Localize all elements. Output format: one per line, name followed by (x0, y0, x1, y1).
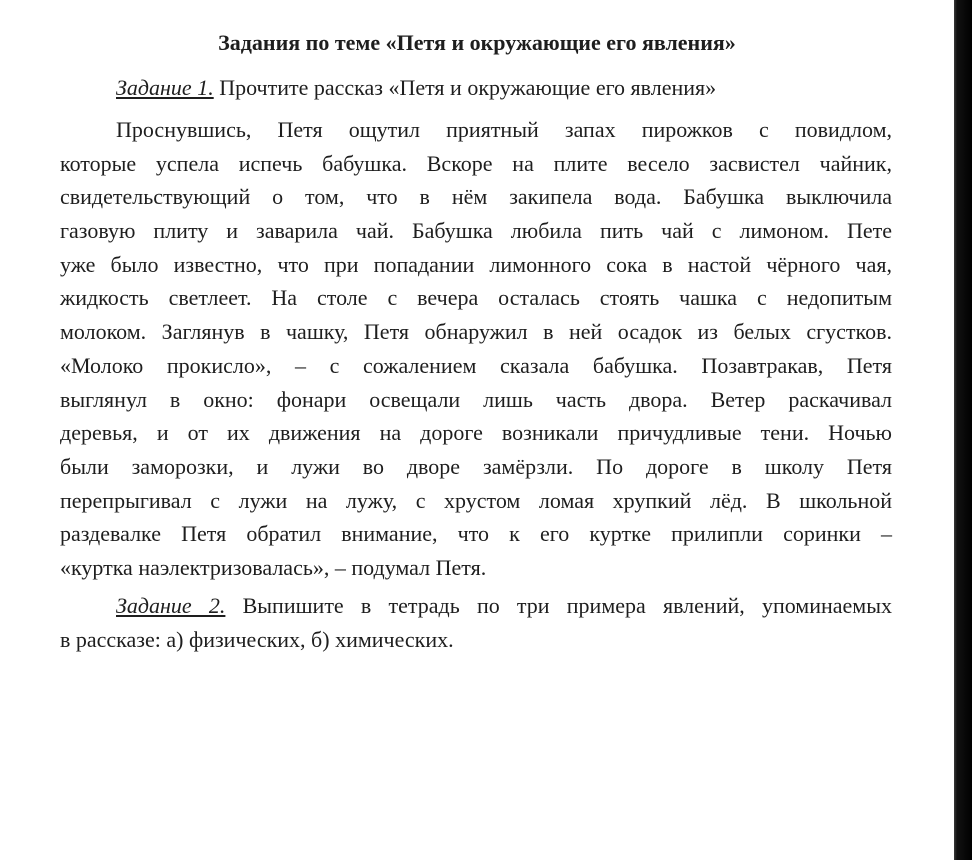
task-1-label: Задание 1. (116, 75, 214, 100)
task-2-text: Выпишите в тетрадь по три примера явлений, упоминаемых (225, 593, 893, 618)
story-line: газовую плиту и заварила чай. Бабушка любила пить чай с лимоном. Пете (60, 218, 892, 244)
document-title: Задания по теме «Петя и окружающие его явления» (218, 30, 736, 55)
story-line: деревья, и от их движения на дороге возникали причудливые тени. Ночью (60, 420, 892, 446)
story-line: были заморозки, и лужи во дворе замёрзли. По дороге в школу Петя (60, 453, 892, 479)
story-line: «куртка наэлектризовалась», – подумал Петя. (60, 554, 487, 580)
task-1 (116, 74, 716, 102)
task-2 (60, 589, 892, 656)
story-line: уже было известно, что при попадании лимонного сока в настой чёрного чая, (60, 251, 892, 277)
task-2-line-2: в рассказе: а) физических, б) химических. (60, 626, 454, 652)
task-2-label: Задание 2. (116, 593, 226, 618)
story-line: «Молоко прокисло», – с сожалением сказала бабушка. Позавтракав, Петя (60, 352, 892, 378)
screen-edge (954, 0, 972, 860)
task-1-text: Прочтите рассказ «Петя и окружающие его явления» (213, 75, 717, 100)
task-2-line-1 (60, 589, 892, 623)
story-line: свидетельствующий о том, что в нём закипела вода. Бабушка выключила (60, 184, 892, 210)
story-line: жидкость светлеет. На столе с вечера осталась стоять чашка с недопитым (60, 285, 892, 311)
story-line: перепрыгивал с лужи на лужу, с хрустом ломая хрупкий лёд. В школьной (60, 487, 892, 513)
story-line: Проснувшись, Петя ощутил приятный запах пирожков с повидлом, (116, 117, 892, 142)
story-text (60, 113, 892, 585)
story-line: раздевалке Петя обратил внимание, что к его куртке прилипли соринки – (60, 521, 892, 547)
story-line: которые успела испечь бабушка. Вскоре на плите весело засвистел чайник, (60, 150, 892, 176)
story-line: молоком. Заглянув в чашку, Петя обнаружил в ней осадок из белых сгустков. (60, 319, 892, 345)
story-line: выглянул в окно: фонари освещали лишь часть двора. Ветер раскачивал (60, 386, 892, 412)
